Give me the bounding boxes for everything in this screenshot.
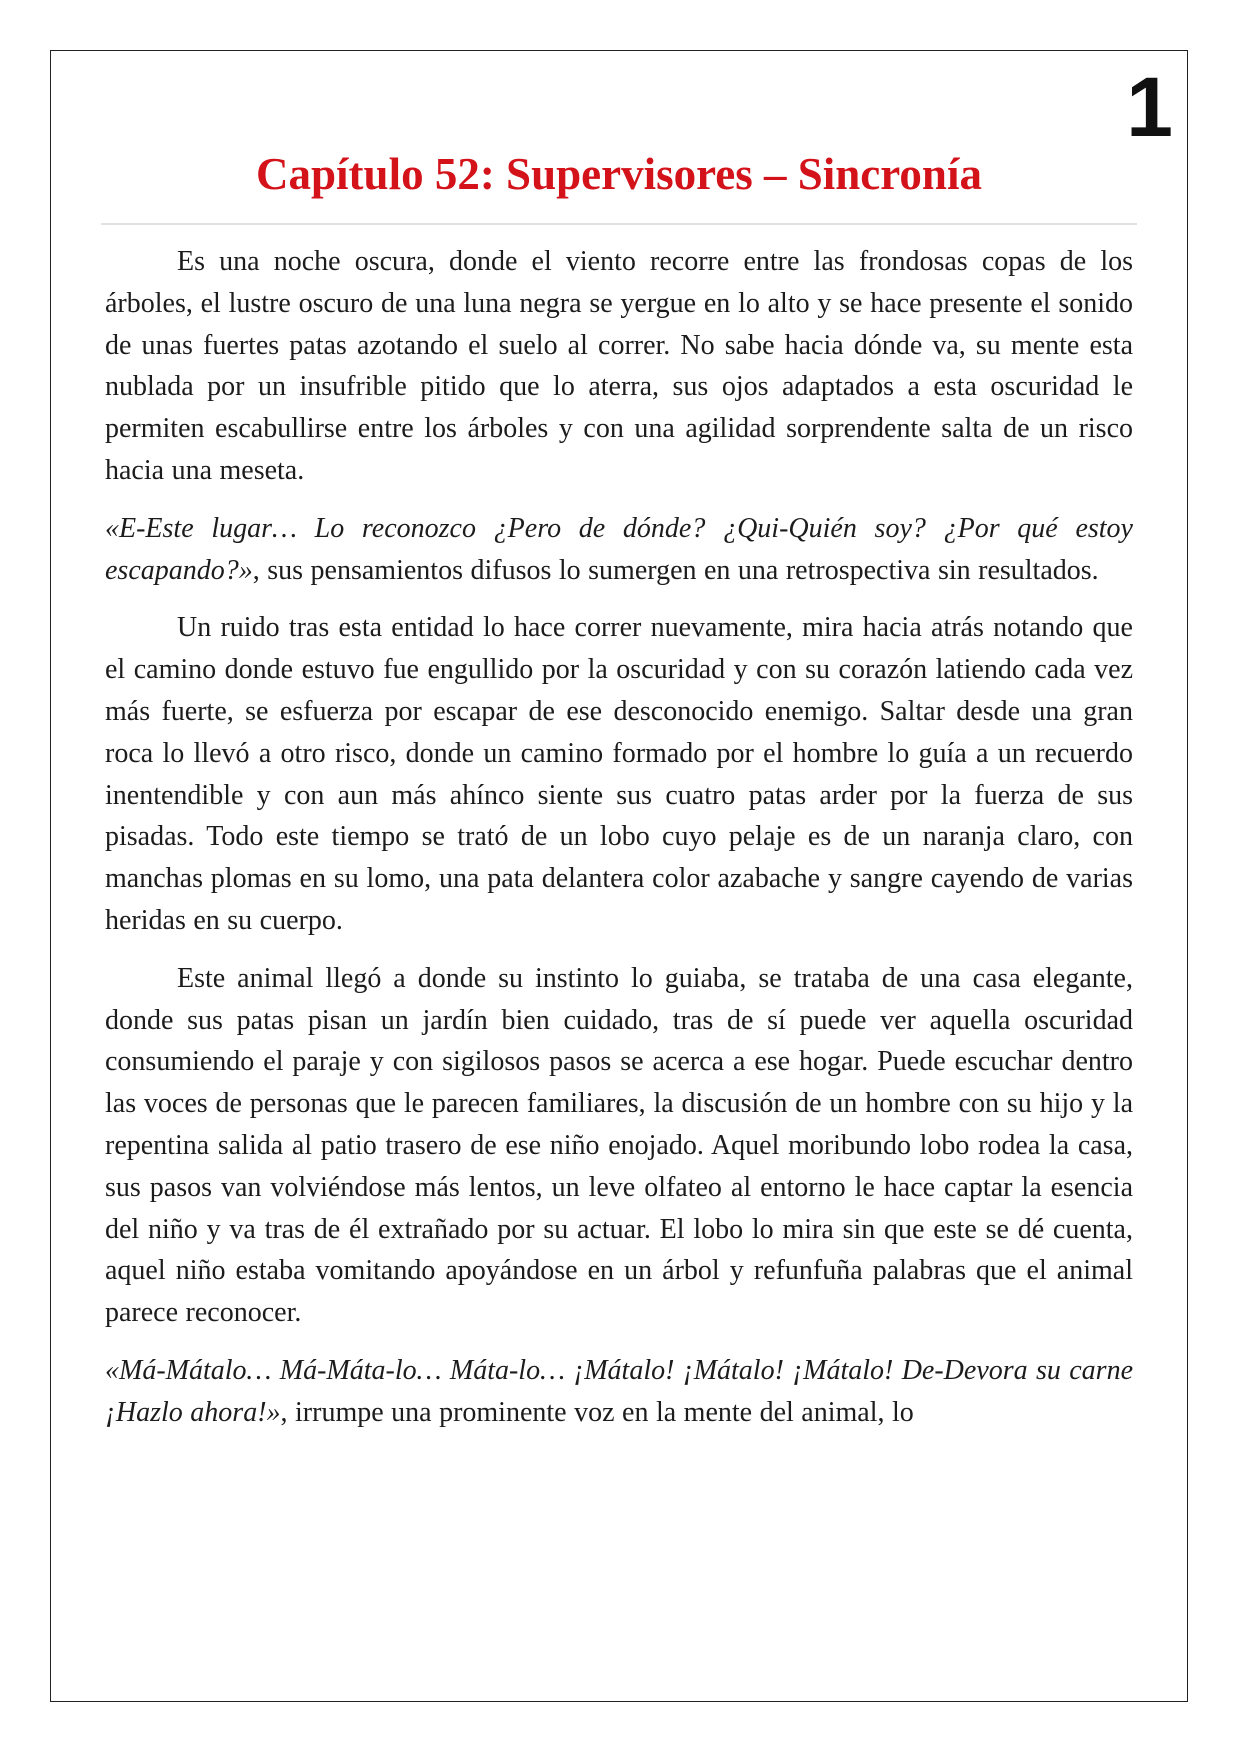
chapter-title: Capítulo 52: Supervisores – Sincronía [256,149,982,199]
page-number: 1 [1126,60,1173,154]
paragraph-5 [105,1350,1133,1434]
paragraph-1: Es una noche oscura, donde el viento recorre entre las frondosas copas de los árboles, el lustre oscuro de una luna negra se yergue en lo alto y se hace presente el sonido de unas fuertes patas azotando el suelo al correr. No sabe hacia dónde va, su mente esta nublada por un insufrible pitido que lo aterra, sus ojos adaptados a esta oscuridad le permiten escabullirse entre los árboles y con una agilidad sorprendente salta de un risco hacia una meseta. [105,246,1133,486]
paragraph-5-text: , irrumpe una prominente voz en la mente del animal, lo [280,1396,914,1428]
paragraph-2 [105,508,1133,592]
title-divider [101,223,1137,225]
chapter-body [105,241,1133,1450]
paragraph-4: Este animal llegó a donde su instinto lo guiaba, se trataba de una casa elegante, donde sus patas pisan un jardín bien cuidado, tras de sí puede ver aquella oscuridad consumiendo el paraje y con sigilosos pasos se acerca a ese hogar. Puede escuchar dentro las voces de personas que le parecen familiares, la discusión de un hombre con su hijo y la repentina salida al patio trasero de ese niño enojado. Aquel moribundo lobo rodea la casa, sus pasos van volviéndose más lentos, un leve olfateo al entorno le hace captar la esencia del niño y va tras de él extrañado por su actuar. El lobo lo mira sin que este se dé cuenta, aquel niño estaba vomitando apoyándose en un árbol y refunfuña palabras que el animal parece reconocer. [105,962,1133,1329]
page-frame [50,50,1188,1702]
paragraph-2-text: , sus pensamientos difusos lo sumergen en una retrospectiva sin resultados. [252,554,1099,586]
paragraph-3: Un ruido tras esta entidad lo hace correr nuevamente, mira hacia atrás notando que el camino donde estuvo fue engullido por la oscuridad y con su corazón latiendo cada vez más fuerte, se esfuerza por escapar de ese desconocido enemigo. Saltar desde una gran roca lo llevó a otro risco, donde un camino formado por el hombre lo guía a un recuerdo inentendible y con aun más ahínco siente sus cuatro patas arder por la fuerza de sus pisadas. Todo este tiempo se trató de un lobo cuyo pelaje es de un naranja claro, con manchas plomas en su lomo, una pata delantera color azabache y sangre cayendo de varias heridas en su cuerpo. [105,612,1133,936]
inner-thought-2: «Má-Mátalo… Má-Máta-lo… Máta-lo… ¡Mátalo! ¡Mátalo! ¡Mátalo! De-Devora su carne ¡Hazlo ahora!» [105,1354,1133,1428]
inner-thought-1: «E-Este lugar… Lo reconozco ¿Pero de dónde? ¿Qui-Quién soy? ¿Por qué estoy escapando?» [105,512,1133,586]
